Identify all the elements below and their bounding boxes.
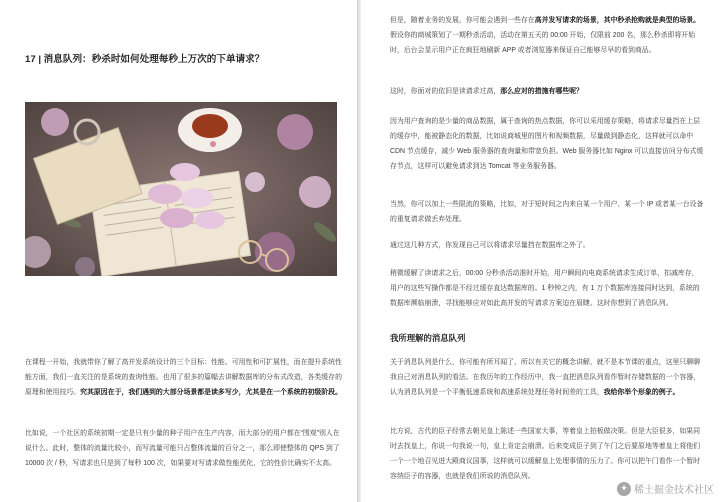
illustration-photo bbox=[25, 102, 337, 276]
right-paragraph-7: 关于消息队列是什么，你可能有所耳闻了，所以有关它的概念讲解，就不是本节课的重点，这里只聊聊我自己对消息队列的看法。在我历年的工作经历中，我一直把消息队列看作暂时存储数据的一个容器，认为消息队列是一个平衡低速系统和高速系统处理任务时间差的工具，我给你举个形象的例子。 bbox=[390, 359, 701, 396]
right-paragraph-8: 比方说，古代的臣子经常去朝见皇上陈述一些国家大事，等着皇上拍板做决策。但是大臣很多，如果同时去找皇上，你说一句我说一句，皇上肯定会崩溃。后来变成臣子到了午门之后要原地等着皇上将他们一个一个地召见进大殿商议国事，这样就可以缓解皇上处理事情的压力了。你可以把午门看作一个暂时容纳臣子的容器，也就是我们所说的消息队列。 bbox=[390, 428, 701, 480]
juejin-logo-icon: ✦ bbox=[617, 482, 631, 496]
left-paragraph-2: 比如说，一个社区的系统初期一定是只有少量的种子用户在生产内容，而大部分的用户都在“围观”别人在说什么。此时，整体的流量比较小，而写流量可能只占整体流量的百分之一，那么即使整体的 QPS 到了 10000 次 / 秒，写请求也只是到了每秒 100 次，如果要对写请求做性能优化，它的性价比确实不太高。 bbox=[25, 430, 340, 467]
section-heading: 我所理解的消息队列 bbox=[390, 333, 466, 343]
right-paragraph-4: 当然，你可以加上一些限流的策略，比如，对于短时间之内来自某一个用户、某一个 IP 或者某一台设备的重复请求做丢弃处理。 bbox=[390, 201, 704, 223]
right-paragraph-5: 通过这几种方式，你发现自己可以将请求尽量挡在数据库之外了。 bbox=[390, 242, 590, 249]
right-paragraph-3: 因为用户查询的是少量的商品数据，属于查询的热点数据，你可以采用缓存策略，将请求尽量挡在上层的缓存中，能被静态化的数据，比如说商城里的图片和视频数据，尽量做到静态化，这样就可以命中 CDN 节点缓存，减少 Web 服务器的查询量和带宽负担。Web 服务器比如 Nginx 可以直接访问分布式缓存节点，这样可以避免请求到达 Tomcat 等业务服务器。 bbox=[390, 118, 704, 170]
right-paragraph-2: 这时，你面对的依旧是读请求过高，那么应对的措施有哪些呢？ bbox=[390, 88, 583, 95]
right-paragraph-1: 但是，随着业务的发展，你可能会遇到一些存在高并发写请求的场景，其中秒杀抢购就是典型的场景。假设你的商城策划了一期秒杀活动，活动在第五天的 00:00 开始，仅限前 200 名，那么秒杀即将开始时，后台会显示用户正在疯狂地刷新 APP 或者浏览器来保证自己能够尽早的看到商品。 bbox=[390, 17, 701, 54]
chapter-title: 17 | 消息队列：秒杀时如何处理每秒上万次的下单请求？ bbox=[25, 54, 265, 65]
photo-illustration-icon bbox=[25, 102, 337, 276]
right-paragraph-6: 稍微缓解了读请求之后，00:00 分秒杀活动准时开始，用户瞬间向电商系统请求生成订单，扣减库存，用户的这些写操作都是不经过缓存直达数据库的。1 秒钟之内，有 1 万个数据库连接同时达到，系统的数据库濒临崩溃，寻找能够应对如此高并发的写请求方案迫在眉睫。这时你想到了消息队列。 bbox=[390, 270, 700, 307]
watermark-text: 稀土掘金技术社区 bbox=[634, 485, 714, 496]
left-paragraph-1: 在课程一开始，我就带你了解了高并发系统设计的三个目标：性能、可用性和可扩展性，而在提升系统性能方面，我们一直关注的是系统的查询性能。也用了很多的篇幅去讲解数据库的分布式改造，各类缓存的原理和使用技巧。究其原因在于，我们遇到的大部分场景都是读多写少，尤其是在一个系统的初级阶段。 bbox=[25, 359, 342, 396]
watermark bbox=[617, 481, 714, 496]
